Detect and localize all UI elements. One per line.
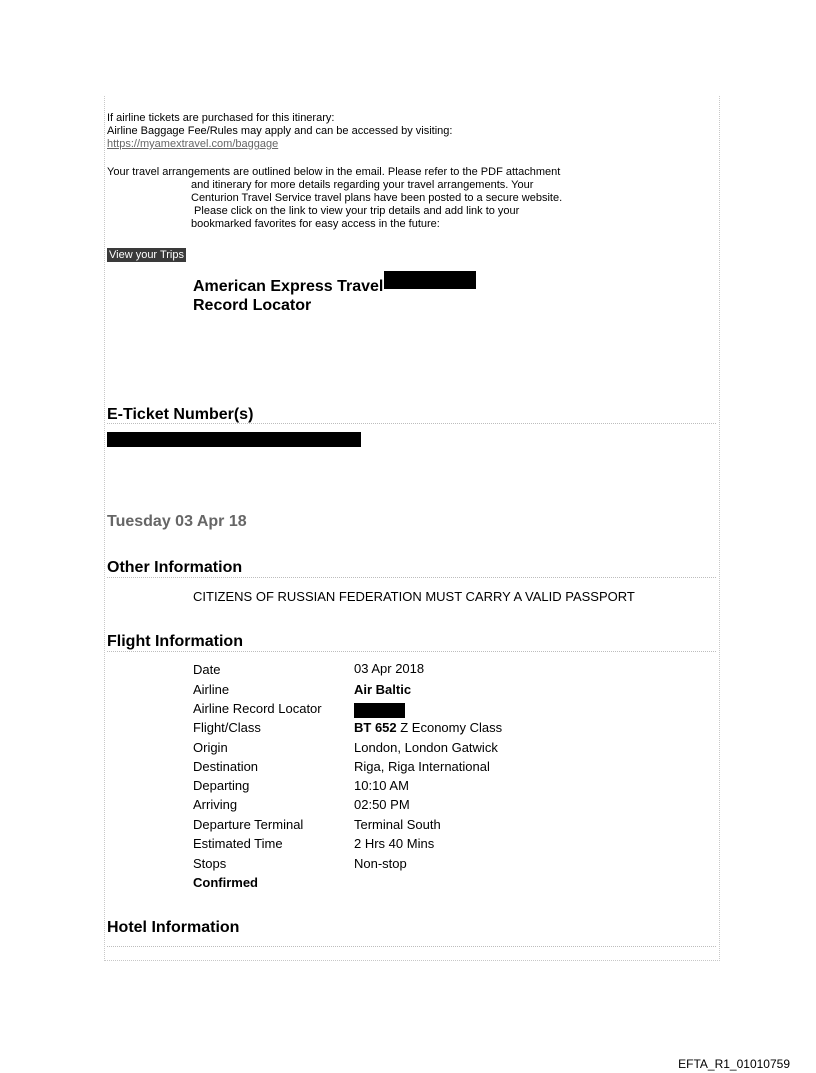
hotel-info-title: Hotel Information: [107, 919, 240, 936]
arrangements-line-5: bookmarked favorites for easy access in the future:: [191, 218, 440, 230]
flight-class-label: Flight/Class: [193, 720, 261, 735]
estimated-time-label: Estimated Time: [193, 836, 283, 851]
record-locator-field-label: Airline Record Locator: [193, 701, 322, 716]
confirmed-status: Confirmed: [193, 875, 258, 890]
date-value: 03 Apr 2018: [354, 661, 425, 676]
arriving-value: 02:50 PM: [354, 797, 410, 812]
origin-label: Origin: [193, 740, 228, 755]
day-header: Tuesday 03 Apr 18: [107, 513, 247, 530]
departing-value: 10:10 AM: [354, 778, 409, 793]
arrangements-line-4: Please click on the link to view your trip details and add link to your: [191, 205, 520, 217]
departure-terminal-label: Departure Terminal: [193, 817, 304, 832]
eticket-section-title: E-Ticket Number(s): [107, 406, 254, 423]
section-divider: [107, 423, 716, 424]
flight-info-title: Flight Information: [107, 633, 243, 650]
view-trips-button[interactable]: View your Trips: [109, 249, 184, 261]
baggage-link[interactable]: https://myamextravel.com/baggage: [107, 138, 279, 150]
intro-line-2: Airline Baggage Fee/Rules may apply and can be accessed by visiting:: [107, 125, 453, 137]
redaction-bar: [384, 271, 476, 289]
stops-label: Stops: [193, 856, 227, 871]
flight-class-value: [354, 720, 502, 736]
stops-value: Non-stop: [354, 856, 407, 871]
flight-class: Z Economy Class: [396, 720, 503, 735]
arrangements-line-3: Centurion Travel Service travel plans have been posted to a secure website.: [191, 192, 563, 204]
arriving-label: Arriving: [193, 797, 238, 812]
departure-terminal-value: Terminal South: [354, 817, 441, 832]
estimated-time-value: 2 Hrs 40 Mins: [354, 836, 435, 851]
destination-value: Riga, Riga International: [354, 759, 490, 774]
destination-label: Destination: [193, 759, 259, 774]
agency-title: American Express Travel: [193, 278, 384, 295]
section-divider: [107, 651, 716, 652]
airline-label: Airline: [193, 682, 230, 697]
departing-label: Departing: [193, 778, 250, 793]
section-divider: [107, 946, 716, 947]
record-locator-redaction: [354, 703, 405, 718]
intro-line-1: If airline tickets are purchased for this itinerary:: [107, 112, 335, 124]
record-locator-label: Record Locator: [193, 297, 312, 314]
flight-number: BT 652: [354, 720, 397, 735]
section-divider: [107, 577, 716, 578]
document-id: EFTA_R1_01010759: [678, 1057, 790, 1071]
origin-value: London, London Gatwick: [354, 740, 498, 755]
eticket-redaction-bar: [107, 432, 361, 447]
date-label: Date: [193, 662, 221, 677]
arrangements-line-2: and itinerary for more details regarding your travel arrangements. Your: [191, 179, 534, 191]
other-info-text: CITIZENS OF RUSSIAN FEDERATION MUST CARRY A VALID PASSPORT: [193, 589, 635, 604]
airline-value: Air Baltic: [354, 682, 412, 697]
other-info-title: Other Information: [107, 559, 243, 576]
arrangements-line-1: Your travel arrangements are outlined below in the email. Please refer to the PDF attachment: [107, 166, 561, 178]
